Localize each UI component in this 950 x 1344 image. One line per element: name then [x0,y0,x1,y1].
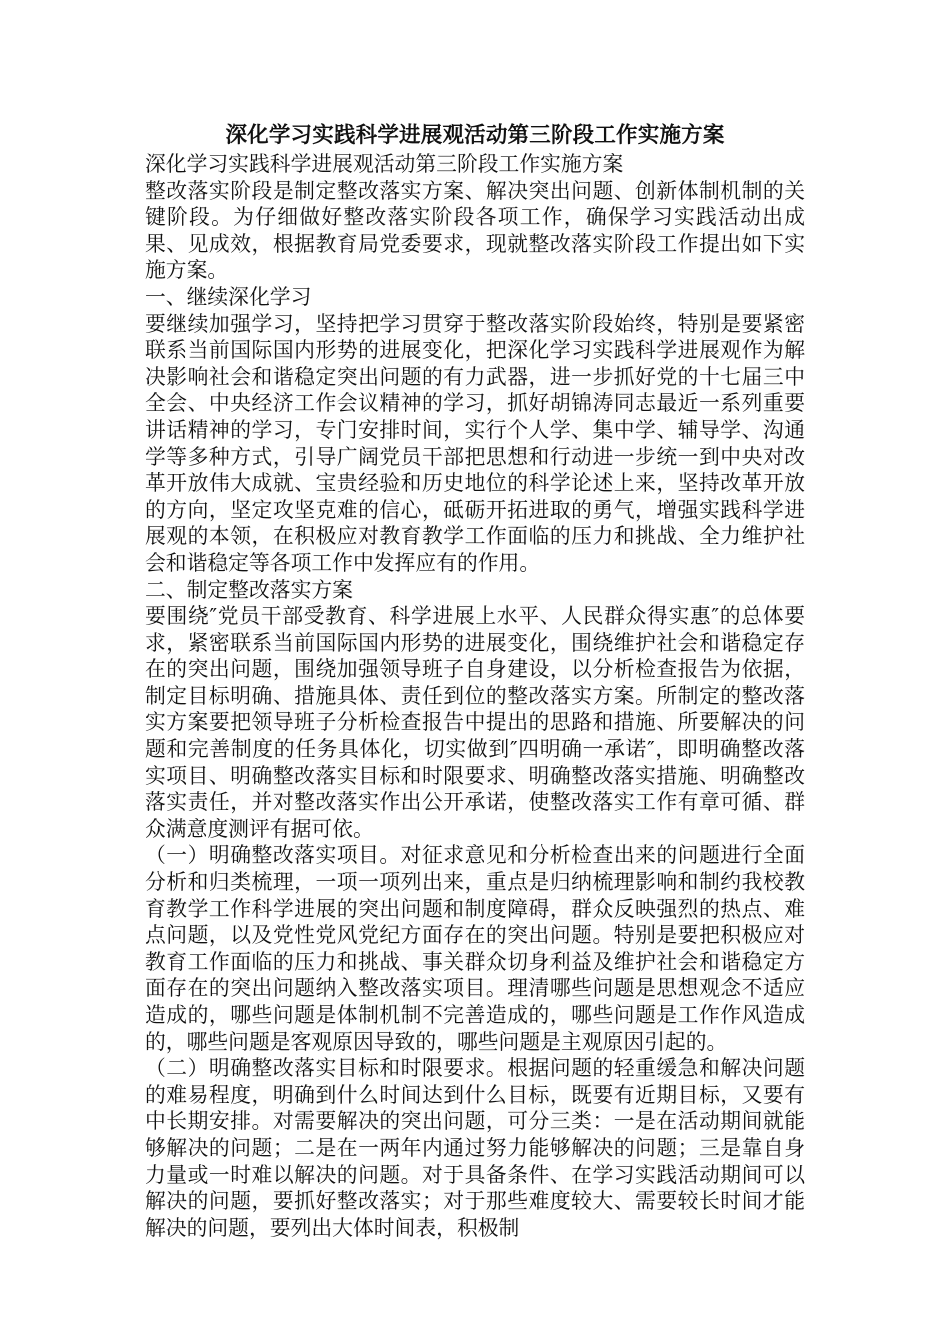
body-paragraph-item-1: （一）明确整改落实项目。对征求意见和分析检查出来的问题进行全面分析和归类梳理，一项一项列出来，重点是归纳梳理影响和制约我校教育教学工作科学进展的突出问题和制度障碍，群众反映强烈的热点、难点问题，以及党性党风党纪方面存在的突出问题。特别是要把积极应对教育工作面临的压力和挑战、事关群众切身利益及维护社会和谐稳定方面存在的突出问题纳入整改落实项目。理清哪些问题是思想观念不适应造成的，哪些问题是体制机制不完善造成的，哪些问题是工作作风造成的，哪些问题是客观原因导致的，哪些问题是主观原因引起的。 [145,843,805,1054]
section-heading-1: 一、继续深化学习 [145,284,312,309]
document-title: 深化学习实践科学进展观活动第三阶段工作实施方案 [225,123,725,148]
body-paragraph-study: 要继续加强学习，坚持把学习贯穿于整改落实阶段始终，特别是要紧密联系当前国际国内形势的进展变化，把深化学习实践科学进展观作为解决影响社会和谐稳定突出问题的有力武器，进一步抓好党的十七届三中全会、中央经济工作会议精神的学习，抓好胡锦涛同志最近一系列重要讲话精神的学习，专门安排时间，实行个人学、集中学、辅导学、沟通学等多种方式，引导广阔党员干部把思想和行动进一步统一到中央对改革开放伟大成就、宝贵经验和历史地位的科学论述上来，坚持改革开放的方向，坚定攻坚克难的信心，砥砺开拓进取的勇气，增强实践科学进展观的本领，在积极应对教育教学工作面临的压力和挑战、全力维护社会和谐稳定等各项工作中发挥应有的作用。 [145,311,805,575]
body-paragraph-item-2: （二）明确整改落实目标和时限要求。根据问题的轻重缓急和解决问题的难易程度，明确到什么时间达到什么目标，既要有近期目标，又要有中长期安排。对需要解决的突出问题，可分三类：一是在活动期间就能够解决的问题；二是在一两年内通过努力能够解决的问题；三是靠自身力量或一时难以解决的问题。对于具备条件、在学习实践活动期间可以解决的问题，要抓好整改落实；对于那些难度较大、需要较长时间才能解决的问题，要列出大体时间表，积极制 [145,1056,805,1240]
body-paragraph-plan: 要围绕″党员干部受教育、科学进展上水平、人民群众得实惠″的总体要求，紧密联系当前国际国内形势的进展变化，围绕维护社会和谐稳定存在的突出问题，围绕加强领导班子自身建设，以分析检查报告为依据，制定目标明确、措施具体、责任到位的整改落实方案。所制定的整改落实方案要把领导班子分析检查报告中提出的思路和措施、所要解决的问题和完善制度的任务具体化，切实做到″四明确一承诺″，即明确整改落实项目、明确整改落实目标和时限要求、明确整改落实措施、明确整改落实责任，并对整改落实作出公开承诺，使整改落实工作有章可循、群众满意度测评有据可依。 [145,604,805,841]
subtitle-paragraph: 深化学习实践科学进展观活动第三阶段工作实施方案 [145,152,624,176]
section-heading-2: 二、制定整改落实方案 [145,577,353,602]
document-page [145,122,805,1241]
intro-paragraph: 整改落实阶段是制定整改落实方案、解决突出问题、创新体制机制的关键阶段。为仔细做好整改落实阶段各项工作，确保学习实践活动出成果、见成效，根据教育局党委要求，现就整改落实阶段工作提出如下实施方案。 [145,178,805,283]
